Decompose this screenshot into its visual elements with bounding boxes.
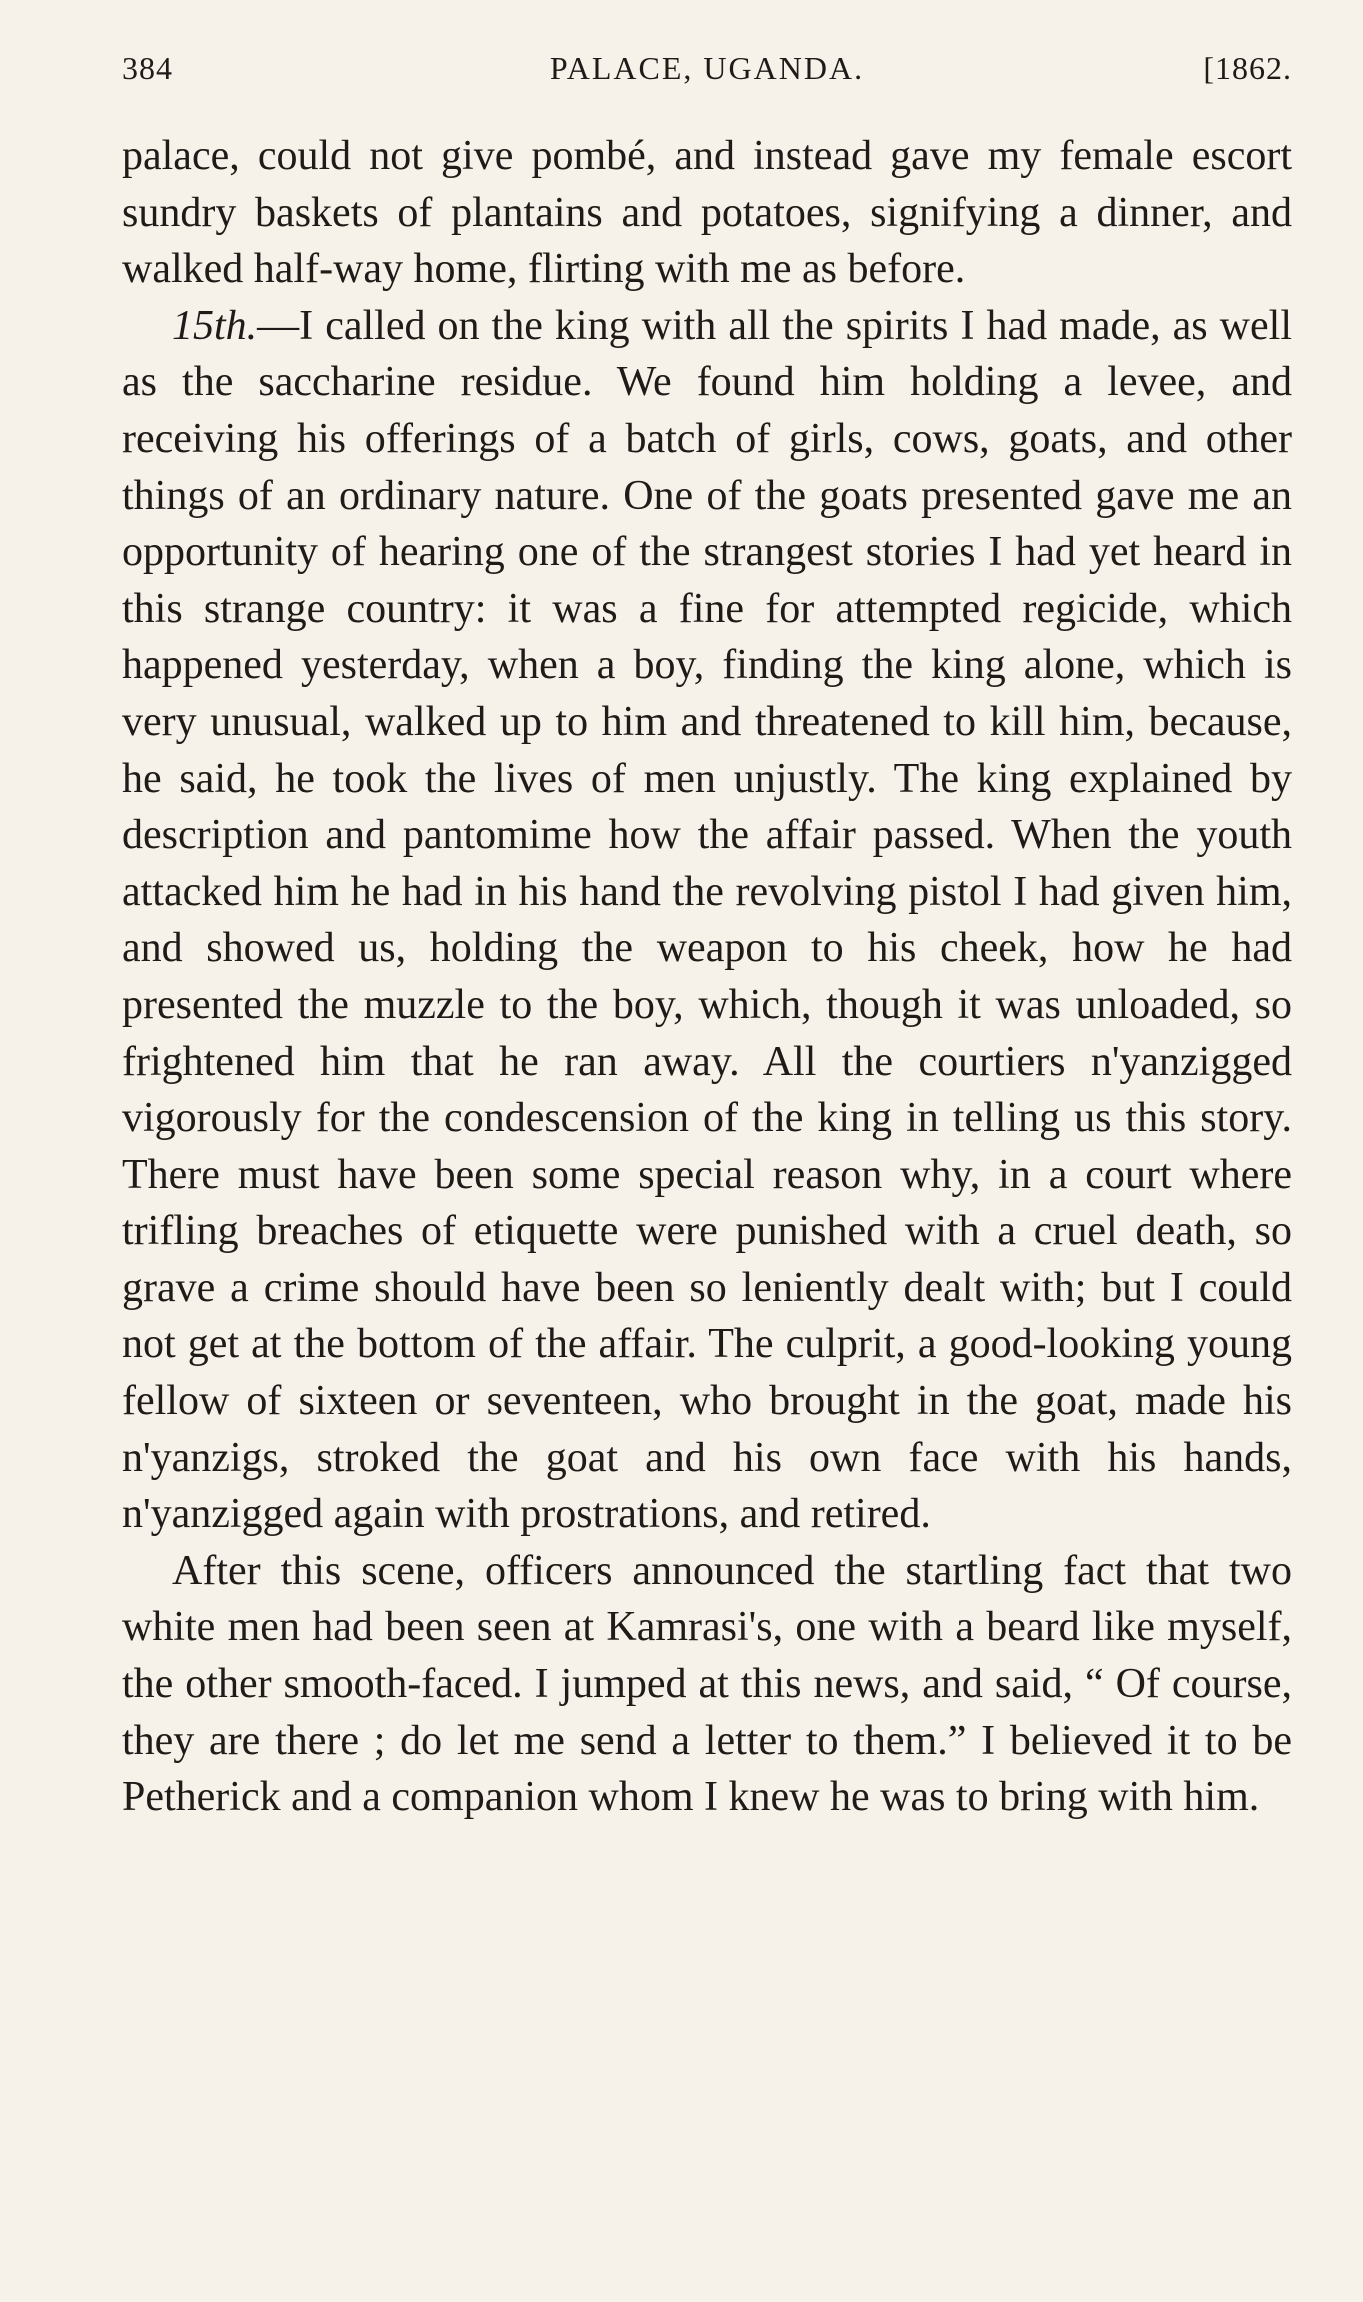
paragraph-entry-15th <box>122 298 1292 1543</box>
running-title: PALACE, UGANDA. <box>549 50 865 86</box>
page-number: 384 <box>122 50 173 86</box>
paragraph-text: After this scene, officers announced the startling fact that two white men had been seen at Kamrasi's, one with a beard like myself, the other smooth-faced. I jumped at this news, and said, “ Of course, they are there ; do let me send a letter to them.” I believed it to be Petherick and a companion whom I knew he was to bring with him. <box>122 1547 1292 1821</box>
paragraph-continuation <box>122 128 1292 298</box>
paragraph-text: palace, could not give pombé, and instead gave my female escort sundry baskets of plantains and potatoes, signifying a dinner, and walked half-way home, flirting with me as before. <box>122 133 1292 293</box>
paragraph-text: —I called on the king with all the spirits I had made, as well as the saccharine residue. We found him holding a levee, and receiving his offerings of a batch of girls, cows, goats, and other things of an ordinary nature. One of the goats presented gave me an opportunity of hearing one of the strangest stories I had yet heard in this strange country: it was a fine for attempted regicide, which happened yesterday, when a boy, finding the king alone, which is very unusual, walked up to him and threatened to kill him, because, he said, he took the lives of men unjustly. The king explained by description and pantomime how the affair passed. When the youth attacked him he had in his hand the revolving pistol I had given him, and showed us, holding the weapon to his cheek, how he had presented the muzzle to the boy, which, though it was unloaded, so frightened him that he ran away. All the courtiers n'yanzigged vigorously for the condescension of the king in telling us this story. There must have been some special reason why, in a court where trifling breaches of etiquette were punished with a cruel death, so grave a crime should have been so leniently dealt with; but I could not get at the bottom of the affair. The culprit, a good-looking young fellow of sixteen or seventeen, who brought in the goat, made his n'yanzigs, stroked the goat and his own face with his hands, n'yanzigged again with prostrations, and retired. <box>122 302 1292 1538</box>
page-header <box>122 50 1292 100</box>
header-year: [1862. <box>1203 50 1292 86</box>
page-body <box>122 128 1292 1826</box>
date-lead: 15th. <box>172 302 258 349</box>
paragraph-white-men-news <box>122 1543 1292 1826</box>
